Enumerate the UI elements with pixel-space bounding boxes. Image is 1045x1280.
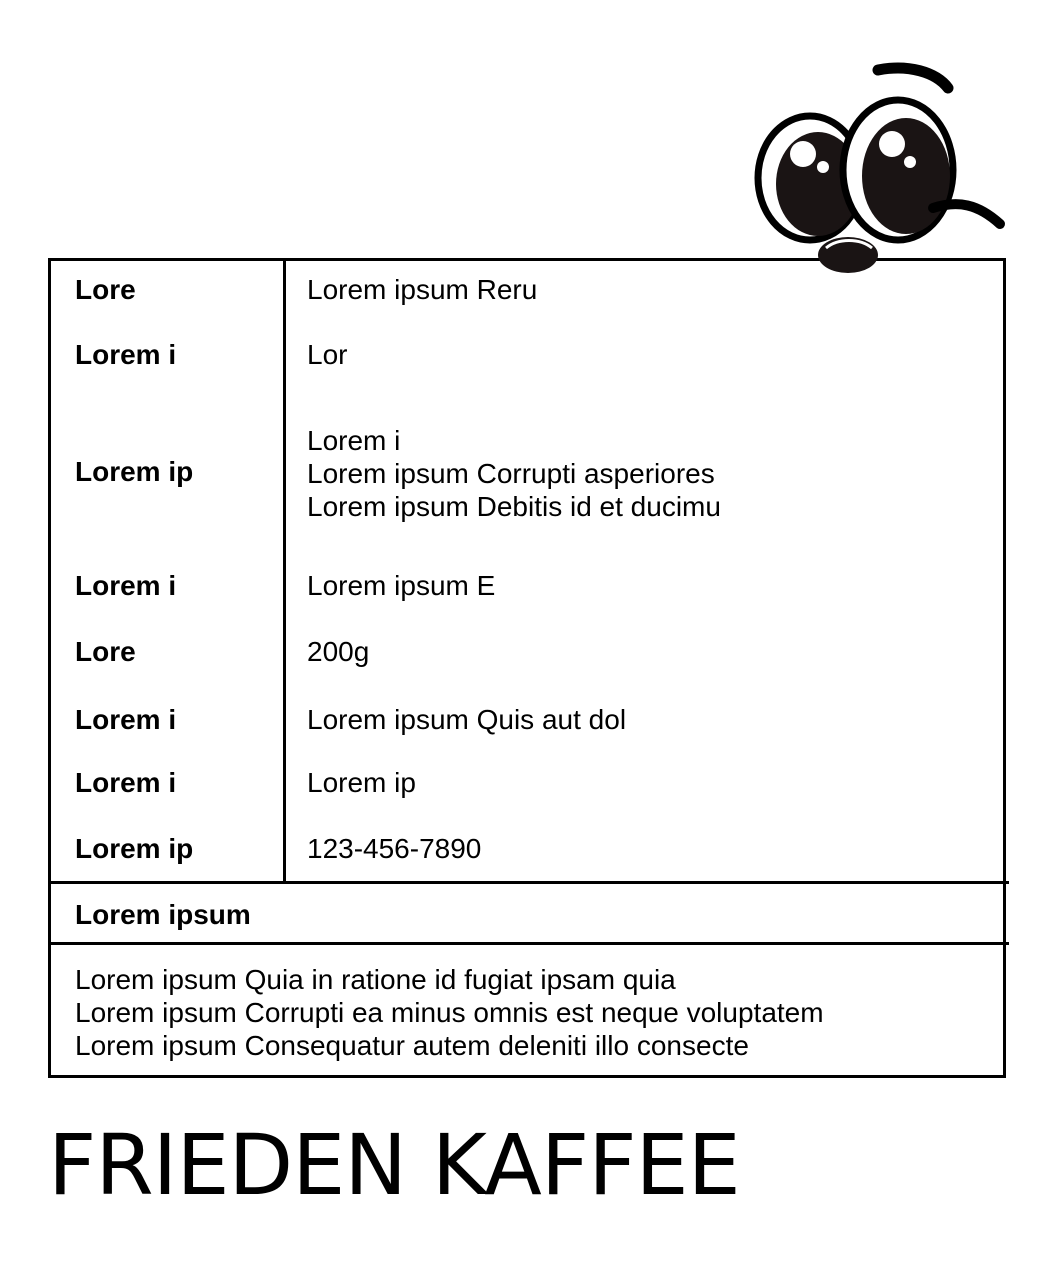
notes-body xyxy=(75,963,824,1062)
notes-heading: Lorem ipsum xyxy=(75,899,251,930)
row-value: Lorem ipsum Reru xyxy=(307,274,538,305)
row-label: Lorem ip xyxy=(75,833,194,864)
row-label: Lorem ip xyxy=(75,456,194,487)
notes-line: Lorem ipsum Consequatur autem deleniti illo consecte xyxy=(75,1030,749,1061)
notes-line: Lorem ipsum Quia in ratione id fugiat ipsam quia xyxy=(75,964,676,995)
cartoon-eyes-icon xyxy=(748,58,1018,283)
row-value: Lorem ipsum E xyxy=(307,570,496,601)
row-label: Lorem i xyxy=(75,570,177,601)
row-value: 200g xyxy=(307,636,370,667)
row-label: Lore xyxy=(75,636,136,667)
row-value-multiline xyxy=(307,424,721,523)
row-label: Lore xyxy=(75,274,136,305)
notes-line: Lorem ipsum Corrupti ea minus omnis est neque voluptatem xyxy=(75,997,824,1028)
row-label: Lorem i xyxy=(75,767,177,798)
row-label: Lorem i xyxy=(75,704,177,735)
brand-name: FRIEDEN KAFFEE xyxy=(48,1116,740,1214)
column-divider xyxy=(283,261,286,884)
row-value: Lorem ipsum Quis aut dol xyxy=(307,704,627,735)
row-value: Lorem ip xyxy=(307,767,416,798)
row-label: Lorem i xyxy=(75,339,177,370)
value-line: Lorem i xyxy=(307,425,401,456)
value-line: Lorem ipsum Corrupti asperiores xyxy=(307,458,715,489)
value-line: Lorem ipsum Debitis id et ducimu xyxy=(307,491,721,522)
divider-line xyxy=(48,942,1009,945)
row-value: 123-456-7890 xyxy=(307,833,482,864)
divider-line xyxy=(48,881,1009,884)
row-value: Lor xyxy=(307,339,348,370)
product-info-table xyxy=(48,258,1006,1078)
